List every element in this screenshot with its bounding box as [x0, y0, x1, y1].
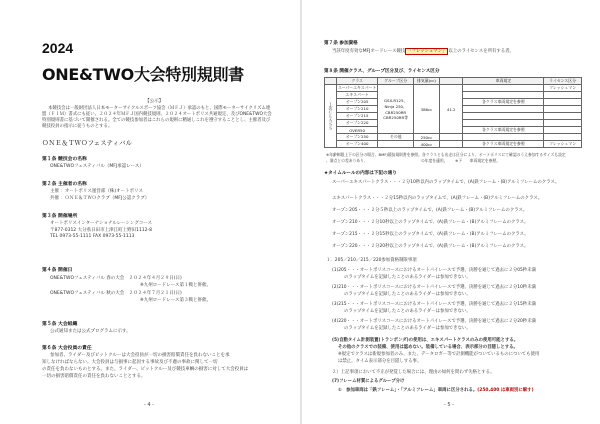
- article-2-heading: 第２条 主催者の名称: [42, 182, 87, 187]
- article-7-text: 当該年度有効なMFJオードレース競技: [332, 49, 406, 54]
- table-cell: 400cc: [414, 141, 440, 148]
- group-note: Ninja 250、: [384, 103, 407, 109]
- article-7-line: [332, 48, 514, 54]
- article-8-heading: 第８条 開催クラス、グループ区分及び、ライセンス区分: [324, 69, 440, 74]
- restriction-heading: １．205／210／215／220参加資格制限事項: [326, 258, 417, 263]
- article-6-line: 一切の損害賠償責任の責任を負わないこととする。: [42, 374, 146, 379]
- article-4-line: ONE&TWOフェスティバル 秋の大会 ２０２４年７月２１日(日): [50, 291, 182, 296]
- table-cell: [378, 85, 414, 134]
- table-header-cell: 車両規定: [463, 78, 544, 85]
- group-note: CBR250RR: [385, 109, 407, 115]
- table-cell: [439, 134, 463, 141]
- article-6-heading: 第６条 大会役員の責任: [42, 346, 92, 351]
- table-header-cell: [325, 78, 337, 85]
- table-cell: 各クラス車両規定を参照: [463, 99, 544, 106]
- table-cell: [544, 92, 582, 99]
- public-notice-paragraph: 本競技会は一般財団法人日本モーターサイクルスポーツ協会（ＭＦＪ）承認のもと、国際モーターサイクリズム連盟（ＦＩＭ）書式にも従い、２０２４年ＭＦＪ国内競技規則、２０２４オートポリス共通規定、及びONE&TWO大会特別規則書に基づいて開催される。全ての競技参加者はこれらの規則に精通しこれを遵守することとし、主催者及び競技役員の指示に従うものとする。: [42, 106, 272, 129]
- table-cell: 各クラス車両規定を参照: [463, 127, 544, 134]
- restriction-line: のラップタイムを記録したことのあるライダーは参加できない。: [344, 326, 471, 331]
- doc-year: 2024: [42, 40, 74, 56]
- table-cell: 各クラス車両規定を参照: [463, 141, 544, 148]
- table-cell: [463, 120, 544, 127]
- group-note: GSX-R125、: [383, 97, 408, 103]
- article-5-line: 公式通知または公式プログラムに示す。: [50, 329, 131, 334]
- restriction-line: のラップタイムを記録したことのあるライダーは参加できない。: [344, 292, 471, 297]
- group-label-cell: [325, 85, 337, 148]
- table-note: ※年齢制限上下の区分の場合、BMFJ競技規則書を参照。各クラスとも出走は区分により、オートポリスにて確認のうえ参加するサイズも設定: [326, 152, 566, 157]
- article-1-heading: 第１条 競技会の名称: [42, 157, 87, 162]
- transponder-rule: ※規定でクラスは新規参加者のみ、また、データロガー等で計測機能がついているものについても使用: [338, 352, 540, 357]
- restriction-line: (3)215・・・オートポリスコースにおけるオートパイレースで予選、決勝を通じて過去に２分15秒未満: [332, 302, 536, 307]
- table-cell: [463, 113, 544, 120]
- article-3-line: 〒877-0312 大分県日田市上津江町上野田1112-8: [50, 228, 153, 233]
- article-4-line: ※九州ロードレース第１戦と併催。: [140, 283, 212, 288]
- table-cell: [463, 92, 544, 99]
- article-6-line: の責任を負わないものとする。また、ライダー、ピットクルー及び競技車輌の損害に対して大会役員は: [42, 367, 249, 372]
- cc-value: 41.2: [446, 106, 456, 112]
- group-label: １次ＣＬＡＳＳ: [328, 101, 334, 130]
- article-6-line: 知しなければならない。大会役員は与損事に起因する事故及び不慮の事故に関して一切: [42, 360, 218, 365]
- table-cell: オープン215: [336, 113, 377, 120]
- page-number-right: - 5 -: [444, 402, 454, 408]
- page-right: [302, 0, 600, 424]
- frame-group-heading: (7)フレーム材質によるグループ分け: [332, 379, 405, 384]
- table-cell: [544, 106, 582, 113]
- article-3-line: オートポリスインターナショナルレーシングコース: [50, 221, 153, 226]
- restriction-line: (2)210・・・オートポリスコースにおけるオートパイレースで予選、決勝を通じて過去に２分10秒未満: [332, 285, 536, 290]
- restriction-line: (1)205・・・オートポリスコースにおけるオートパイレースで予選、決勝を通じて過去に２分05秒未満: [332, 268, 536, 273]
- table-cell: [439, 85, 463, 134]
- article-3-heading: 第３条 開催場所: [42, 214, 78, 219]
- article-4-heading: 第４条 開催日: [42, 268, 73, 273]
- table-cell: [544, 127, 582, 134]
- frame-group-line: [338, 387, 534, 393]
- article-1-line: ONE&TWOフェスティバル（MFJ承認レース）: [50, 164, 144, 169]
- table-cell: その他: [378, 134, 414, 141]
- restriction-line: (4)220・・・オートポリスコースにおけるオートパイレースで予選、決勝を通じて過去に２分20秒未満: [332, 319, 536, 324]
- doc-title: ONE&TWO大会特別規則書: [42, 65, 244, 84]
- public-notice-heading: 【公示】: [145, 99, 164, 104]
- article-4-line: ONE&TWOフェスティバル 春の大会 ２０２４年４月２９日(日): [50, 276, 182, 281]
- table-note: 、満点との差ありあり、 の年度を適用。 ※下 車両規定を参照。: [326, 158, 501, 163]
- table-cell: オープン210: [336, 106, 377, 113]
- table-cell: フレッシュマン: [544, 85, 582, 92]
- violation-rule: ２）上記事項において不正が発覚した場合には、理由の如何を問わず失格とする。: [332, 370, 495, 375]
- restriction-line: のラップタイムを記録したことのあるライダーは参加できない。: [344, 275, 471, 280]
- article-5-heading: 第５条 大会組織: [42, 322, 78, 327]
- table-cell: [544, 99, 582, 106]
- table-cell: OVER50: [336, 127, 377, 134]
- table-cell: オープン220: [336, 120, 377, 127]
- table-cell: [544, 113, 582, 120]
- article-2-line: 共催 ：ＯＮＥ＆ＴＷＯクラブ（MFJ公認クラブ）: [50, 196, 150, 201]
- time-rule-heading: ★タイムルールの内容は下記の通り: [324, 171, 397, 176]
- table-header-cell: クラス: [336, 78, 377, 85]
- article-4-line: ※九州ロードレース第３戦と併催。: [140, 298, 212, 303]
- table-cell: スーパーエキスパート: [337, 85, 377, 90]
- table-cell: [463, 85, 544, 92]
- table-cell: [544, 134, 582, 141]
- table-header-cell: グループ区分: [378, 78, 414, 85]
- article-3-line: TEL 0973-55-1111 FAX 0973-55-1113: [50, 234, 135, 239]
- table-cell: [378, 141, 414, 148]
- table-cell: フレッシュマン: [544, 141, 582, 148]
- table-row: [325, 141, 582, 148]
- table-cell: オープン205: [336, 99, 377, 106]
- table-cell: オープン250: [336, 134, 377, 141]
- table-header-cell: [439, 78, 463, 85]
- table-cell: オープン400: [336, 141, 377, 148]
- class-table: [324, 77, 582, 148]
- table-header-row: [325, 78, 582, 85]
- group-note: CBR250RR等: [383, 114, 409, 120]
- table-cell: [414, 85, 440, 134]
- transponder-rule: は禁止。タイム表示部分を目隠しする事。: [338, 359, 422, 364]
- article-7-text-post: 以上のライセンスを所有する者。: [448, 49, 514, 54]
- frame-group-note: (250,400 は車両別に解す): [477, 388, 534, 393]
- time-rule-line: エキスパートクラス・・・２分15秒以内のラップタイムで、(A)鉄フレーム・(B)アルミフレームのクラス。: [332, 196, 543, 201]
- transponder-rule: その他のクラスでの装備、使用は認めない。装備している場合、表示部分の目隠しとする。: [338, 345, 518, 350]
- time-rule-line: オープン215・・・２分15秒以上のラップタイムで、(A)鉄フレーム・(B)アルミフレームのクラス。: [332, 232, 529, 237]
- table-row: [325, 85, 582, 92]
- table-header-cell: 排気量(cc): [414, 78, 440, 85]
- table-row: [325, 134, 582, 141]
- table-cell: [463, 106, 544, 113]
- time-rule-line: オープン205・・・２分５秒以上のラップタイムで、(A)鉄フレーム・(B)アルミフレームのクラス。: [332, 208, 528, 213]
- table-cell: [463, 134, 544, 141]
- table-cell: [544, 120, 582, 127]
- time-rule-line: オープン220・・・２分20秒以上のラップタイムで、(A)鉄フレーム・(B)アルミフレームのクラス。: [332, 244, 529, 249]
- article-6-line: 参加者、ライダー及びピットクルーは大会役員が一切の損害賠償責任を負わないことを承: [50, 353, 230, 358]
- table-header-cell: ライセンス区分: [544, 78, 582, 85]
- page-number-left: - 4 -: [144, 402, 154, 408]
- restriction-line: のラップタイムを記録したことのあるライダーは参加できない。: [344, 309, 471, 314]
- article-2-line: 主催 ：オートポリス運営部（株)オートポリス: [50, 189, 144, 194]
- table-cell: [439, 141, 463, 148]
- time-rule-line: スーパーエキスパートクラス・・・２分10秒以内のラップタイムで、(A)鉄フレーム・(B)アルミフレームのクラス。: [332, 180, 560, 185]
- frame-group-text: ① 参加車両は「鉄フレーム」・「アルミフレーム」車両に区分される。: [338, 388, 478, 393]
- section-title: ＯＮＥ＆ＴＷＯフェスティバル: [42, 139, 133, 147]
- transponder-rule: (5)自動タイム計測装置(トランポンダ)の使用は、エキスパートクラスのみの使用可能とする。: [332, 338, 519, 343]
- time-rule-line: オープン210・・・２分10秒以上のラップタイムで、(A)鉄フレーム・(B)アルミフレームのクラス。: [332, 220, 529, 225]
- table-cell: 250cc: [414, 134, 440, 141]
- article-7-heading: 第７条 参加資格: [324, 41, 358, 46]
- cc-value: 386cc: [420, 106, 433, 112]
- freshman-highlight: 「フレッシュマン」: [407, 49, 447, 54]
- table-cell: エキスパート: [336, 92, 377, 99]
